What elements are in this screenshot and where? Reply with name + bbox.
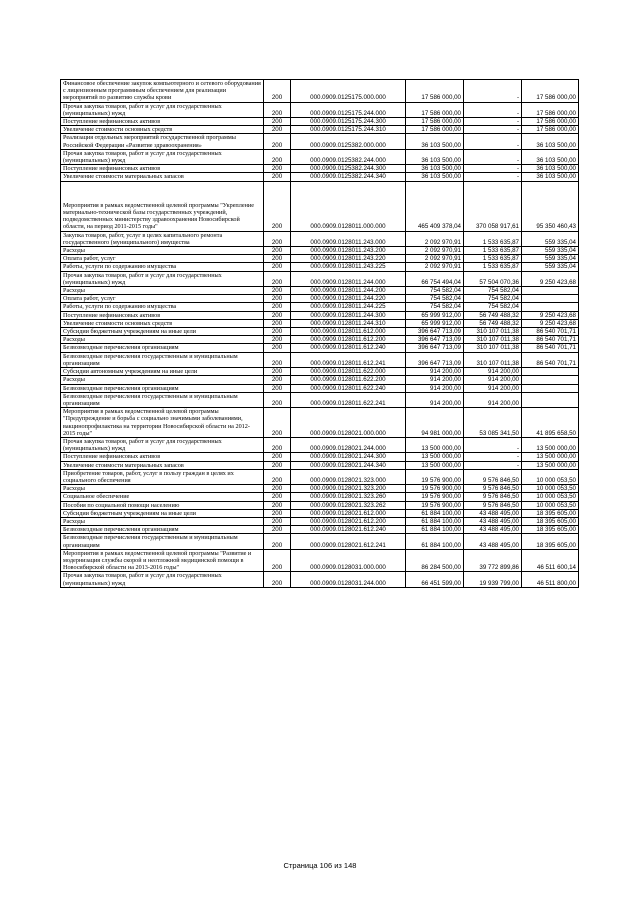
cell-csr: 000.0909.0128021.244.300 — [291, 453, 406, 461]
cell-v3: 18 395 605,00 — [522, 517, 579, 525]
cell-csr: 000.0909.0125382.244.300 — [291, 165, 406, 173]
cell-code: 200 — [264, 469, 291, 484]
cell-v2: 754 582,04 — [464, 295, 522, 303]
cell-v2: 310 107 011,38 — [464, 344, 522, 352]
cell-csr: 000.0909.0128021.323.000 — [291, 469, 406, 484]
cell-v1: 914 200,00 — [406, 376, 464, 384]
cell-code: 200 — [264, 295, 291, 303]
cell-v1: 17 586 000,00 — [406, 118, 464, 126]
cell-csr: 000.0909.0125175.244.000 — [291, 102, 406, 117]
cell-v1: 2 092 970,91 — [406, 231, 464, 246]
cell-v2: 43 488 495,00 — [464, 517, 522, 525]
cell-v1: 2 092 970,91 — [406, 247, 464, 255]
cell-csr: 000.0909.0128011.612.240 — [291, 344, 406, 352]
cell-v1: 396 647 713,09 — [406, 328, 464, 336]
table-row — [61, 149, 579, 164]
cell-code: 200 — [264, 368, 291, 376]
cell-v3: 13 500 000,00 — [522, 461, 579, 469]
cell-name: Оплата работ, услуг — [61, 295, 264, 303]
cell-csr: 000.0909.0128031.244.000 — [291, 572, 406, 587]
cell-v3: 10 000 053,50 — [522, 469, 579, 484]
cell-v3: 13 500 000,00 — [522, 437, 579, 452]
cell-v3: 36 103 500,00 — [522, 149, 579, 164]
cell-name: Приобретение товаров, работ, услуг в пользу граждан в целях их социального обеспечения — [61, 469, 264, 484]
cell-v1: 94 981 000,00 — [406, 408, 464, 438]
cell-code: 200 — [264, 392, 291, 407]
cell-v2: 370 058 917,61 — [464, 181, 522, 231]
table-row — [61, 461, 579, 469]
cell-v2: - — [464, 437, 522, 452]
cell-csr: 000.0909.0128021.612.240 — [291, 526, 406, 534]
cell-v3: 41 895 658,50 — [522, 408, 579, 438]
cell-v3: 559 335,04 — [522, 263, 579, 271]
cell-v1: 396 647 713,09 — [406, 344, 464, 352]
table-row — [61, 376, 579, 384]
cell-name: Безвозмездные перечисления государственным и муниципальным организациям — [61, 534, 264, 549]
cell-name: Безвозмездные перечисления государственным и муниципальным организациям — [61, 392, 264, 407]
cell-v3: 95 350 460,43 — [522, 181, 579, 231]
table-row — [61, 384, 579, 392]
table-row — [61, 102, 579, 117]
cell-name: Прочая закупка товаров, работ и услуг для государственных (муниципальных) нужд — [61, 271, 264, 286]
cell-name: Оплата работ, услуг — [61, 255, 264, 263]
cell-v2: - — [464, 173, 522, 181]
cell-code: 200 — [264, 509, 291, 517]
cell-v3 — [522, 384, 579, 392]
cell-v2: - — [464, 118, 522, 126]
cell-name: Прочая закупка товаров, работ и услуг для государственных (муниципальных) нужд — [61, 437, 264, 452]
cell-v2: - — [464, 461, 522, 469]
cell-v3: 559 335,04 — [522, 231, 579, 246]
cell-code: 200 — [264, 572, 291, 587]
cell-v2: 43 488 495,00 — [464, 526, 522, 534]
cell-v2: - — [464, 80, 522, 103]
cell-v3: 17 586 000,00 — [522, 102, 579, 117]
cell-code: 200 — [264, 255, 291, 263]
cell-name: Безвозмездные перечисления государственным и муниципальным организациям — [61, 352, 264, 367]
cell-name: Расходы — [61, 485, 264, 493]
cell-v2: 754 582,04 — [464, 303, 522, 311]
cell-v1: 65 999 912,00 — [406, 311, 464, 319]
cell-name: Безвозмездные перечисления организациям — [61, 344, 264, 352]
cell-v3 — [522, 376, 579, 384]
cell-csr: 000.0909.0128021.323.262 — [291, 501, 406, 509]
cell-code: 200 — [264, 328, 291, 336]
cell-v1: 17 586 000,00 — [406, 80, 464, 103]
cell-name: Расходы — [61, 247, 264, 255]
cell-csr: 000.0909.0128031.000.000 — [291, 549, 406, 572]
table-row — [61, 287, 579, 295]
cell-csr: 000.0909.0128021.612.200 — [291, 517, 406, 525]
cell-v3: 17 586 000,00 — [522, 118, 579, 126]
cell-v2: 43 488 495,00 — [464, 534, 522, 549]
table-row — [61, 247, 579, 255]
table-row — [61, 255, 579, 263]
cell-name: Расходы — [61, 376, 264, 384]
cell-code: 200 — [264, 231, 291, 246]
cell-name: Субсидии автономным учреждениям на иные цели — [61, 368, 264, 376]
cell-v2: 9 576 846,50 — [464, 493, 522, 501]
cell-csr: 000.0909.0128011.244.300 — [291, 311, 406, 319]
cell-v1: 36 103 500,00 — [406, 173, 464, 181]
cell-v3: 86 540 701,71 — [522, 336, 579, 344]
cell-code: 200 — [264, 102, 291, 117]
cell-code: 200 — [264, 534, 291, 549]
cell-csr: 000.0909.0128021.000.000 — [291, 408, 406, 438]
cell-v3: 18 395 605,00 — [522, 534, 579, 549]
cell-csr: 000.0909.0125175.244.310 — [291, 126, 406, 134]
cell-code: 200 — [264, 344, 291, 352]
cell-csr: 000.0909.0128011.243.225 — [291, 263, 406, 271]
cell-v3: 46 511 600,14 — [522, 549, 579, 572]
cell-csr: 000.0909.0128011.622.000 — [291, 368, 406, 376]
cell-name: Увеличение стоимости основных средств — [61, 126, 264, 134]
cell-v2: 914 200,00 — [464, 384, 522, 392]
cell-v3: 9 250 423,68 — [522, 271, 579, 286]
cell-csr: 000.0909.0128021.244.000 — [291, 437, 406, 452]
cell-v1: 61 884 100,00 — [406, 509, 464, 517]
cell-v2: - — [464, 102, 522, 117]
table-row — [61, 165, 579, 173]
table-row — [61, 437, 579, 452]
cell-v1: 86 284 500,00 — [406, 549, 464, 572]
cell-name: Пособия по социальной помощи населению — [61, 501, 264, 509]
cell-v3: 86 540 701,71 — [522, 328, 579, 336]
cell-v1: 396 647 713,09 — [406, 352, 464, 367]
cell-csr: 000.0909.0128011.622.241 — [291, 392, 406, 407]
cell-name: Субсидии бюджетным учреждениям на иные цели — [61, 328, 264, 336]
table-row — [61, 263, 579, 271]
cell-v1: 61 884 100,00 — [406, 526, 464, 534]
table-row — [61, 408, 579, 438]
cell-v2: 914 200,00 — [464, 392, 522, 407]
table-row — [61, 311, 579, 319]
cell-v1: 2 092 970,91 — [406, 255, 464, 263]
cell-v1: 61 884 100,00 — [406, 534, 464, 549]
cell-v2: 9 576 846,50 — [464, 501, 522, 509]
cell-v3 — [522, 287, 579, 295]
cell-v1: 13 500 000,00 — [406, 461, 464, 469]
cell-name: Прочая закупка товаров, работ и услуг для государственных (муниципальных) нужд — [61, 102, 264, 117]
cell-code: 200 — [264, 461, 291, 469]
cell-code: 200 — [264, 80, 291, 103]
table-row — [61, 392, 579, 407]
table-row — [61, 336, 579, 344]
table-row — [61, 493, 579, 501]
cell-code: 200 — [264, 271, 291, 286]
cell-v2: 43 488 495,00 — [464, 509, 522, 517]
cell-csr: 000.0909.0125175.000.000 — [291, 80, 406, 103]
cell-csr: 000.0909.0128011.622.240 — [291, 384, 406, 392]
table-row — [61, 173, 579, 181]
cell-v3: 10 000 053,50 — [522, 501, 579, 509]
cell-code: 200 — [264, 437, 291, 452]
cell-v1: 465 409 378,04 — [406, 181, 464, 231]
cell-v2: 9 576 846,50 — [464, 485, 522, 493]
cell-csr: 000.0909.0128011.244.310 — [291, 319, 406, 327]
cell-csr: 000.0909.0128011.244.225 — [291, 303, 406, 311]
cell-v1: 754 582,04 — [406, 295, 464, 303]
cell-v2: 9 576 846,50 — [464, 469, 522, 484]
table-row — [61, 352, 579, 367]
cell-csr: 000.0909.0128011.000.000 — [291, 181, 406, 231]
cell-code: 200 — [264, 263, 291, 271]
cell-v1: 61 884 100,00 — [406, 517, 464, 525]
cell-csr: 000.0909.0128011.244.220 — [291, 295, 406, 303]
cell-name: Безвозмездные перечисления организациям — [61, 526, 264, 534]
cell-code: 200 — [264, 384, 291, 392]
cell-name: Расходы — [61, 517, 264, 525]
cell-v2: 19 939 799,00 — [464, 572, 522, 587]
cell-v1: 19 576 900,00 — [406, 493, 464, 501]
cell-v3: 36 103 500,00 — [522, 134, 579, 149]
cell-name: Увеличение стоимости материальных запасов — [61, 461, 264, 469]
cell-code: 200 — [264, 485, 291, 493]
table-row — [61, 319, 579, 327]
cell-name: Закупка товаров, работ, услуг в целях капитального ремонта государственного (муниципального) имущества — [61, 231, 264, 246]
cell-v1: 36 103 500,00 — [406, 149, 464, 164]
cell-v2: - — [464, 149, 522, 164]
cell-v3: 13 500 000,00 — [522, 453, 579, 461]
cell-code: 200 — [264, 247, 291, 255]
cell-code: 200 — [264, 165, 291, 173]
cell-code: 200 — [264, 493, 291, 501]
cell-v2: 1 533 635,87 — [464, 247, 522, 255]
cell-name: Субсидии бюджетным учреждениям на иные цели — [61, 509, 264, 517]
budget-table-body — [61, 80, 579, 588]
cell-v3: 17 586 000,00 — [522, 126, 579, 134]
cell-v1: 19 576 900,00 — [406, 501, 464, 509]
cell-v2: - — [464, 134, 522, 149]
cell-v2: - — [464, 126, 522, 134]
table-row — [61, 509, 579, 517]
budget-table — [60, 79, 579, 588]
cell-code: 200 — [264, 549, 291, 572]
cell-v2: 1 533 635,87 — [464, 231, 522, 246]
cell-csr: 000.0909.0125175.244.300 — [291, 118, 406, 126]
cell-v1: 914 200,00 — [406, 384, 464, 392]
cell-v3: 86 540 701,71 — [522, 352, 579, 367]
table-row — [61, 572, 579, 587]
cell-v2: 914 200,00 — [464, 368, 522, 376]
table-row — [61, 517, 579, 525]
table-row — [61, 295, 579, 303]
cell-v3 — [522, 368, 579, 376]
cell-code: 200 — [264, 336, 291, 344]
cell-v3: 18 395 605,00 — [522, 509, 579, 517]
cell-csr: 000.0909.0128011.243.200 — [291, 247, 406, 255]
cell-v1: 754 582,04 — [406, 287, 464, 295]
cell-v3 — [522, 295, 579, 303]
cell-name: Поступление нефинансовых активов — [61, 311, 264, 319]
cell-v3: 36 103 500,00 — [522, 173, 579, 181]
cell-v2: 53 085 341,50 — [464, 408, 522, 438]
cell-v3: 10 000 053,50 — [522, 485, 579, 493]
cell-v2: 914 200,00 — [464, 376, 522, 384]
page-number-footer: Страница 106 из 148 — [283, 861, 357, 870]
cell-csr: 000.0909.0128021.612.241 — [291, 534, 406, 549]
table-row — [61, 549, 579, 572]
table-row — [61, 328, 579, 336]
cell-name: Работы, услуги по содержанию имущества — [61, 263, 264, 271]
cell-v1: 13 500 000,00 — [406, 437, 464, 452]
cell-v3: 9 250 423,68 — [522, 311, 579, 319]
cell-code: 200 — [264, 408, 291, 438]
cell-v1: 66 754 494,04 — [406, 271, 464, 286]
table-row — [61, 303, 579, 311]
cell-v3: 559 335,04 — [522, 247, 579, 255]
table-row — [61, 526, 579, 534]
cell-v3: 17 586 000,00 — [522, 80, 579, 103]
cell-code: 200 — [264, 311, 291, 319]
cell-code: 200 — [264, 287, 291, 295]
table-row — [61, 231, 579, 246]
cell-code: 200 — [264, 303, 291, 311]
cell-code: 200 — [264, 319, 291, 327]
cell-v2: 39 772 899,86 — [464, 549, 522, 572]
cell-code: 200 — [264, 352, 291, 367]
table-row — [61, 469, 579, 484]
table-row — [61, 181, 579, 231]
cell-code: 200 — [264, 118, 291, 126]
cell-v1: 19 576 900,00 — [406, 469, 464, 484]
table-row — [61, 80, 579, 103]
cell-code: 200 — [264, 126, 291, 134]
cell-v1: 914 200,00 — [406, 368, 464, 376]
cell-v2: 1 533 635,87 — [464, 263, 522, 271]
cell-v3: 36 103 500,00 — [522, 165, 579, 173]
cell-v1: 66 451 599,00 — [406, 572, 464, 587]
cell-v2: 57 504 070,36 — [464, 271, 522, 286]
cell-v1: 65 999 912,00 — [406, 319, 464, 327]
table-row — [61, 534, 579, 549]
cell-name: Увеличение стоимости основных средств — [61, 319, 264, 327]
cell-name: Расходы — [61, 287, 264, 295]
cell-v3: 18 395 605,00 — [522, 526, 579, 534]
cell-name: Мероприятия в рамках ведомственной целевой программы "Укрепление материально-технической базы государственных учреждений, подведомственных министерству здравоохранения Новосибирской области, на период 2011-2015 годы" — [61, 181, 264, 231]
cell-v2: - — [464, 453, 522, 461]
cell-v3 — [522, 303, 579, 311]
table-row — [61, 126, 579, 134]
cell-v2: 310 107 011,38 — [464, 328, 522, 336]
cell-csr: 000.0909.0128021.323.200 — [291, 485, 406, 493]
cell-v3 — [522, 392, 579, 407]
cell-name: Безвозмездные перечисления организациям — [61, 384, 264, 392]
cell-csr: 000.0909.0125382.244.000 — [291, 149, 406, 164]
cell-csr: 000.0909.0128011.612.241 — [291, 352, 406, 367]
cell-name: Прочая закупка товаров, работ и услуг для государственных (муниципальных) нужд — [61, 149, 264, 164]
cell-code: 200 — [264, 181, 291, 231]
table-row — [61, 485, 579, 493]
cell-v1: 754 582,04 — [406, 303, 464, 311]
cell-csr: 000.0909.0128021.244.340 — [291, 461, 406, 469]
cell-csr: 000.0909.0125382.000.000 — [291, 134, 406, 149]
cell-code: 200 — [264, 501, 291, 509]
cell-name: Прочая закупка товаров, работ и услуг для государственных (муниципальных) нужд — [61, 572, 264, 587]
cell-csr: 000.0909.0128021.323.260 — [291, 493, 406, 501]
table-row — [61, 134, 579, 149]
cell-code: 200 — [264, 517, 291, 525]
cell-v1: 914 200,00 — [406, 392, 464, 407]
cell-csr: 000.0909.0128011.622.200 — [291, 376, 406, 384]
cell-code: 200 — [264, 526, 291, 534]
cell-name: Социальное обеспечение — [61, 493, 264, 501]
table-row — [61, 501, 579, 509]
table-row — [61, 368, 579, 376]
cell-v3: 10 000 053,50 — [522, 493, 579, 501]
cell-v3: 9 250 423,68 — [522, 319, 579, 327]
cell-name: Расходы — [61, 336, 264, 344]
cell-v1: 19 576 900,00 — [406, 485, 464, 493]
cell-v1: 13 500 000,00 — [406, 453, 464, 461]
cell-v1: 17 586 000,00 — [406, 102, 464, 117]
cell-v1: 36 103 500,00 — [406, 165, 464, 173]
cell-code: 200 — [264, 376, 291, 384]
cell-v1: 2 092 970,91 — [406, 263, 464, 271]
cell-csr: 000.0909.0128021.612.000 — [291, 509, 406, 517]
cell-csr: 000.0909.0128011.243.220 — [291, 255, 406, 263]
cell-name: Поступление нефинансовых активов — [61, 165, 264, 173]
cell-name: Увеличение стоимости материальных запасов — [61, 173, 264, 181]
cell-name: Работы, услуги по содержанию имущества — [61, 303, 264, 311]
cell-name: Мероприятия в рамках ведомственной целевой программы "Развитие и модернизация службы скорой и неотложной медицинской помощи в Новосибирской области на 2013-2016 годы" — [61, 549, 264, 572]
cell-csr: 000.0909.0128011.612.200 — [291, 336, 406, 344]
cell-v2: - — [464, 165, 522, 173]
cell-csr: 000.0909.0128011.612.000 — [291, 328, 406, 336]
cell-csr: 000.0909.0128011.244.000 — [291, 271, 406, 286]
cell-v3: 559 335,04 — [522, 255, 579, 263]
cell-name: Мероприятия в рамках ведомственной целевой программы "Предупреждение и борьба с социально значимыми заболеваниями, вакцинопрофилактика на территории Новосибирской области на 2012-2015 годы" — [61, 408, 264, 438]
cell-code: 200 — [264, 149, 291, 164]
cell-v2: 56 749 488,32 — [464, 319, 522, 327]
cell-v3: 86 540 701,71 — [522, 344, 579, 352]
cell-v2: 56 749 488,32 — [464, 311, 522, 319]
cell-v2: 1 533 635,87 — [464, 255, 522, 263]
cell-v2: 310 107 011,38 — [464, 336, 522, 344]
cell-name: Поступление нефинансовых активов — [61, 118, 264, 126]
table-row — [61, 453, 579, 461]
table-row — [61, 118, 579, 126]
cell-v3: 46 511 800,00 — [522, 572, 579, 587]
cell-csr: 000.0909.0128011.244.200 — [291, 287, 406, 295]
cell-v2: 754 582,04 — [464, 287, 522, 295]
cell-csr: 000.0909.0128011.243.000 — [291, 231, 406, 246]
cell-code: 200 — [264, 134, 291, 149]
cell-v1: 396 647 713,09 — [406, 336, 464, 344]
cell-v1: 17 586 000,00 — [406, 126, 464, 134]
cell-name: Поступление нефинансовых активов — [61, 453, 264, 461]
table-row — [61, 271, 579, 286]
cell-code: 200 — [264, 173, 291, 181]
cell-name: Реализация отдельных мероприятий государственной программы Российской Федерации «Развитие здравоохранения» — [61, 134, 264, 149]
cell-csr: 000.0909.0125382.244.340 — [291, 173, 406, 181]
table-row — [61, 344, 579, 352]
cell-name: Финансовое обеспечение закупок компьютерного и сетевого оборудования с лицензионным программным обеспечением для реализации мероприятий по развитию службы крови — [61, 80, 264, 103]
cell-code: 200 — [264, 453, 291, 461]
cell-v2: 310 107 011,38 — [464, 352, 522, 367]
cell-v1: 36 103 500,00 — [406, 134, 464, 149]
